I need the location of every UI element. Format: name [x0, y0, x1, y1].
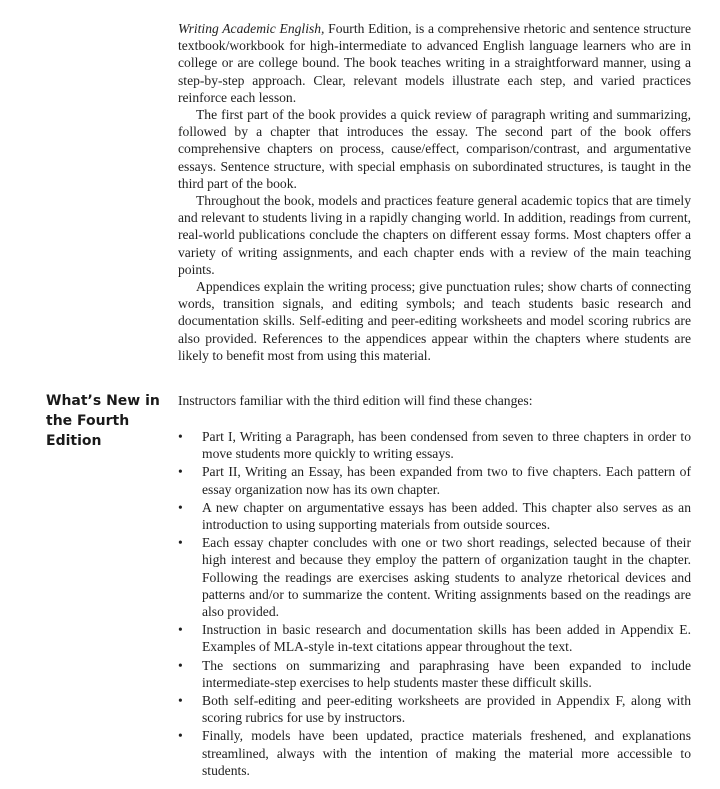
bullet-icon: • [178, 622, 183, 638]
changes-lead-text: Instructors familiar with the third edition will find these changes: [178, 393, 533, 408]
whats-new-heading-line-3: Edition [46, 433, 102, 449]
change-item-text: A new chapter on argumentative essays has been added. This chapter also serves as an introduction to using supporting materials from outside sources. [202, 499, 691, 533]
intro-paragraph-1 [178, 20, 691, 106]
bullet-icon: • [178, 535, 183, 551]
change-item [178, 428, 691, 462]
book-title: Writing Academic English, [178, 21, 325, 36]
change-item [178, 727, 691, 779]
bullet-icon: • [178, 657, 183, 673]
change-item-text: Each essay chapter concludes with one or two short readings, selected because of their high interest and because they employ the pattern of organization taught in the chapter. Following the readings are exercises asking students to analyze rhetorical devices and patterns and/or to summarize the content. Writing assignments based on the readings are also provided. [202, 535, 691, 620]
change-item-text: Finally, models have been updated, practice materials freshened, and explanations streamlined, always with the intention of making the material more accessible to students. [202, 728, 691, 778]
bullet-icon: • [178, 728, 183, 744]
intro-paragraph-1-text: Fourth Edition, is a comprehensive rhetoric and sentence structure textbook/workbook for high-intermediate to advanced English language learners who are in college or are college bound. The book teaches writing in a straightforward manner, using a step-by-step approach. Clear, relevant models illustrate each step, and varied practices reinforce each lesson. [178, 21, 691, 105]
intro-paragraph-2: The first part of the book provides a quick review of paragraph writing and summarizing, followed by a chapter that introduces the essay. The second part of the book offers comprehensive chapters on process, cause/effect, comparison/contrast, and argumentative essays. Sentence structure, with special emphasis on subordinated structures, is taught in the third part of the book. [178, 107, 691, 191]
intro-paragraph-4: Appendices explain the writing process; give punctuation rules; show charts of connecting words, transition signals, and editing symbols; and teach students basic research and documentation skills. Self-editing and peer-editing worksheets and model scoring rubrics are also provided. References to the appendices appear within the chapters where students are likely to benefit most from using this material. [178, 279, 691, 363]
whats-new-heading-line-2: the Fourth [46, 413, 130, 429]
bullet-icon: • [178, 429, 183, 444]
change-item-text: The sections on summarizing and paraphrasing have been expanded to include intermediate-step exercises to help students master these difficult skills. [202, 657, 691, 690]
intro-paragraph-3: Throughout the book, models and practices feature general academic topics that are timely and relevant to students living in a rapidly changing world. In addition, readings from current, real-world publications conclude the chapters on different essay forms. Most chapters offer a variety of writing assignments, and each chapter ends with a review of the main teaching points. [178, 193, 691, 277]
whats-new-heading-line-1: What’s New in [46, 393, 160, 409]
bullet-icon: • [178, 499, 183, 515]
bullet-icon: • [178, 464, 183, 480]
whats-new-heading [46, 391, 171, 451]
change-item [178, 692, 691, 726]
change-item [178, 621, 691, 655]
change-item [178, 657, 691, 691]
change-item-text: Both self-editing and peer-editing worksheets are provided in Appendix F, along with scoring rubrics for use by instructors. [202, 693, 691, 726]
change-item-text: Instruction in basic research and documentation skills has been added in Appendix E. Examples of MLA-style in-text citations appear throughout the text. [202, 622, 691, 655]
change-item [178, 499, 691, 533]
change-item [178, 534, 691, 620]
changes-list [178, 428, 691, 780]
change-item [178, 463, 691, 497]
bullet-icon: • [178, 693, 183, 709]
change-item-text: Part II, Writing an Essay, has been expanded from two to five chapters. Each pattern of essay organization now has its own chapter. [202, 464, 691, 497]
intro-section [178, 20, 691, 364]
change-item-text: Part I, Writing a Paragraph, has been condensed from seven to three chapters in order to move students more quickly to writing essays. [202, 429, 691, 462]
